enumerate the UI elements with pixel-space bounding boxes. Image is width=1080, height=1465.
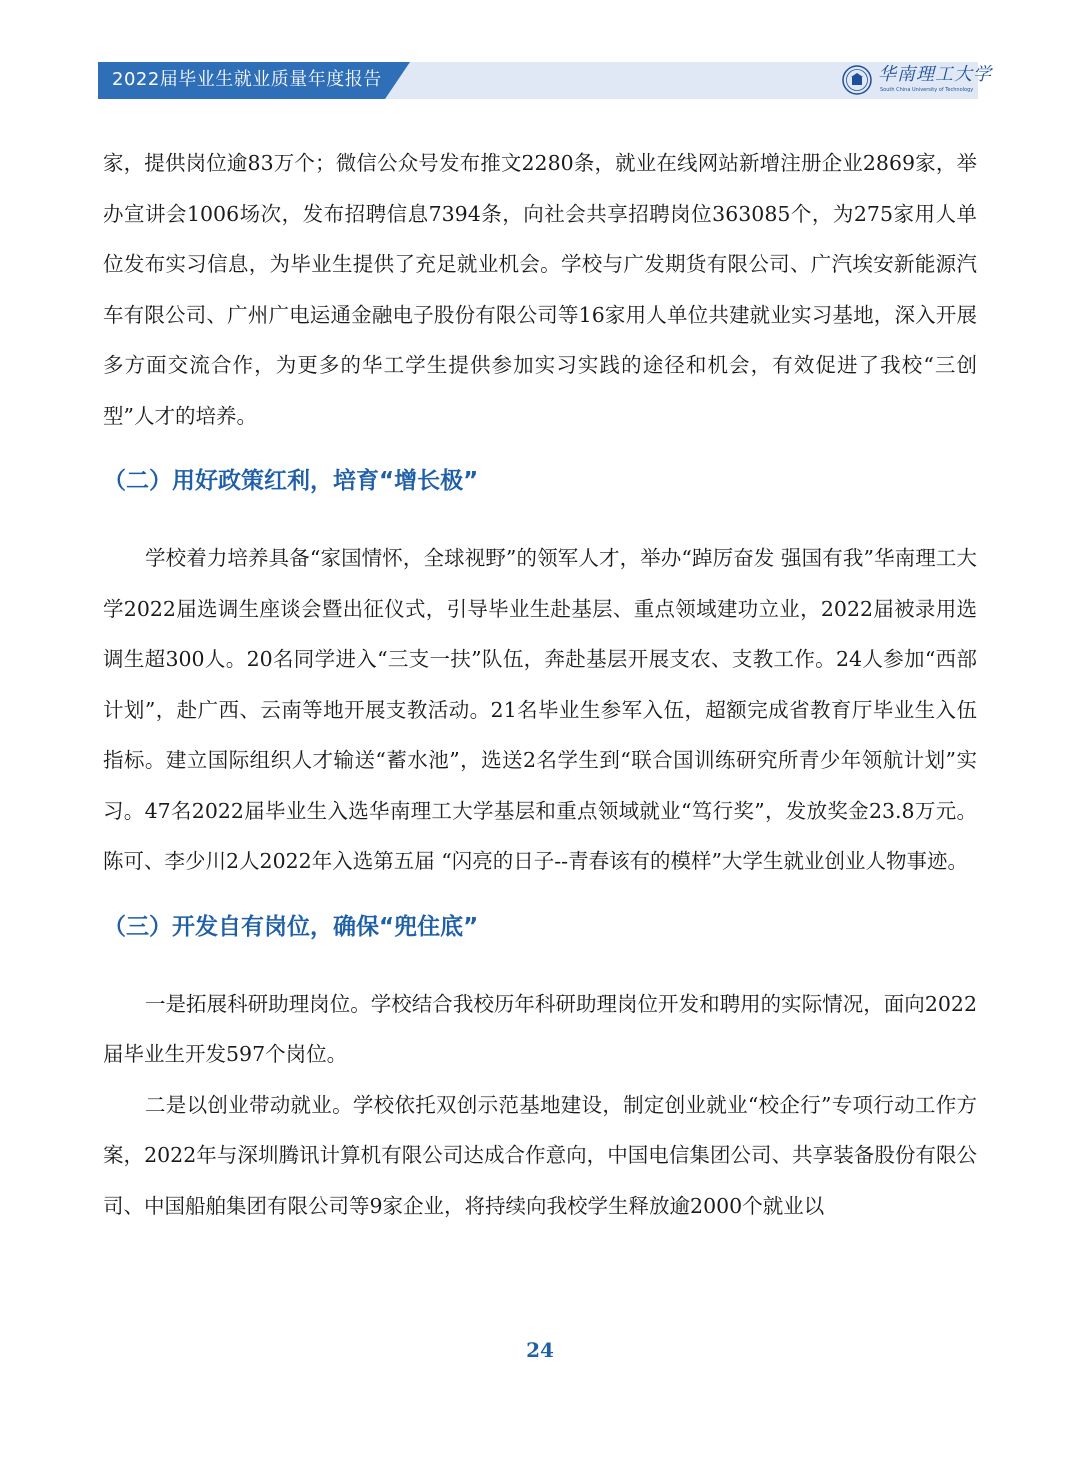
university-logo — [842, 64, 992, 98]
report-title: 2022届毕业生就业质量年度报告 — [112, 69, 382, 90]
university-seal-icon — [842, 65, 872, 95]
section-heading-policy: （二）用好政策红利，培育“增长极” — [103, 468, 479, 494]
paragraph-entrepreneurship: 二是以创业带动就业。学校依托双创示范基地建设，制定创业就业“校企行”专项行动工作方案，2022年与深圳腾讯计算机有限公司达成合作意向，中国电信集团公司、共享装备股份有限公司、中国船舶集团有限公司等9家企业，将持续向我校学生释放逾2000个就业以 — [103, 1092, 977, 1218]
paragraph-policy: 学校着力培养具备“家国情怀，全球视野”的领军人才，举办“踔厉奋发 强国有我”华南理工大学2022届选调生座谈会暨出征仪式，引导毕业生赴基层、重点领域建功立业，2022届被录用选调生超300人。20名同学进入“三支一扶”队伍，奔赴基层开展支农、支教工作。24人参加“西部计划”，赴广西、云南等地开展支教活动。21名毕业生参军入伍，超额完成省教育厅毕业生入伍指标。建立国际组织人才输送“蓄水池”，选送2名学生到“联合国训练研究所青少年领航计划”实习。47名2022届毕业生入选华南理工大学基层和重点领域就业“笃行奖”，发放奖金23.8万元。陈可、李少川2人2022年入选第五届 “闪亮的日子--青春该有的模样”大学生就业创业人物事迹。 — [103, 546, 977, 873]
page-number: 24 — [526, 1338, 554, 1362]
logo-english-name: South China University of Technology — [880, 87, 974, 93]
logo-chinese-name: 华南理工大学 — [878, 64, 992, 85]
section-heading-jobs: （三）开发自有岗位，确保“兜住底” — [103, 913, 479, 940]
page-header — [0, 0, 1080, 110]
paragraph-research-assistant: 一是拓展科研助理岗位。学校结合我校历年科研助理岗位开发和聘用的实际情况，面向2022届毕业生开发597个岗位。 — [103, 991, 977, 1066]
paragraph-intro: 家，提供岗位逾83万个；微信公众号发布推文2280条，就业在线网站新增注册企业2869家，举办宣讲会1006场次，发布招聘信息7394条，向社会共享招聘岗位363085个，为275家用人单位发布实习信息，为毕业生提供了充足就业机会。学校与广发期货有限公司、广汽埃安新能源汽车有限公司、广州广电运通金融电子股份有限公司等16家用人单位共建就业实习基地，深入开展多方面交流合作，为更多的华工学生提供参加实习实践的途径和机会，有效促进了我校“三创型”人才的培养。 — [103, 151, 977, 428]
page-body — [103, 138, 977, 1231]
